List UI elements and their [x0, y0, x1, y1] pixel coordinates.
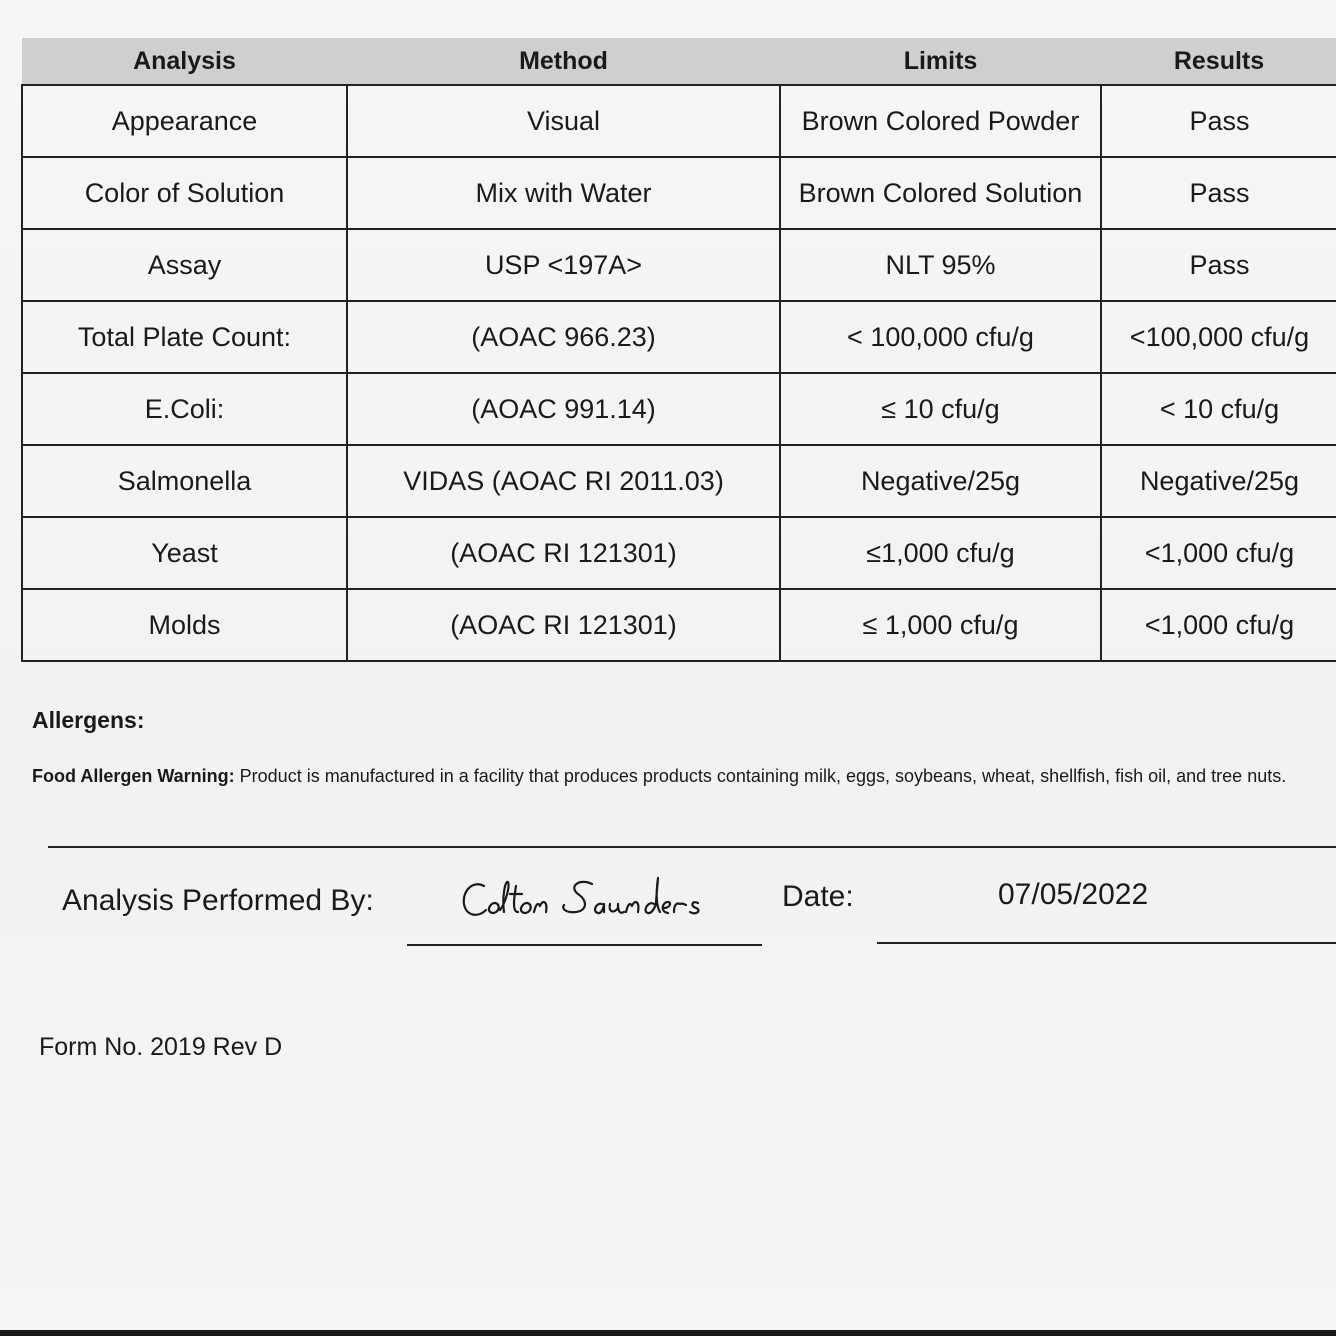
allergen-warning-text: Product is manufactured in a facility that produces products containing milk, eggs, soybeans, wheat, shellfish, fish oil, and tree nuts.: [234, 766, 1287, 786]
cell-limits: ≤ 10 cfu/g: [780, 373, 1101, 445]
table-header-row: [22, 38, 1336, 85]
header-limits: Limits: [780, 38, 1101, 85]
cell-method: (AOAC RI 121301): [347, 589, 780, 661]
cell-limits: NLT 95%: [780, 229, 1101, 301]
allergens-heading: Allergens:: [32, 707, 145, 733]
cell-method: Mix with Water: [347, 157, 780, 229]
date-value: 07/05/2022: [998, 878, 1149, 911]
signature-line: [407, 944, 762, 946]
cell-method: Visual: [347, 85, 780, 157]
divider-line: [48, 846, 1336, 848]
cell-method: VIDAS (AOAC RI 2011.03): [347, 445, 780, 517]
cell-analysis: E.Coli:: [22, 373, 347, 445]
cell-analysis: Salmonella: [22, 445, 347, 517]
allergen-warning: [32, 762, 1332, 791]
cell-results: <1,000 cfu/g: [1101, 517, 1336, 589]
header-results: Results: [1101, 38, 1336, 85]
cell-analysis: Appearance: [22, 85, 347, 157]
cell-method: (AOAC 966.23): [347, 301, 780, 373]
cell-results: Pass: [1101, 157, 1336, 229]
table-row: [22, 157, 1336, 229]
form-number: Form No. 2019 Rev D: [39, 1033, 283, 1061]
cell-results: Negative/25g: [1101, 445, 1336, 517]
date-label: Date:: [782, 880, 854, 913]
cell-analysis: Assay: [22, 229, 347, 301]
cell-analysis: Total Plate Count:: [22, 301, 347, 373]
analysis-table: [21, 38, 1336, 662]
cell-limits: Brown Colored Solution: [780, 157, 1101, 229]
cell-limits: Brown Colored Powder: [780, 85, 1101, 157]
cell-method: (AOAC RI 121301): [347, 517, 780, 589]
cell-method: (AOAC 991.14): [347, 373, 780, 445]
table-row: [22, 373, 1336, 445]
cell-method: USP <197A>: [347, 229, 780, 301]
cell-limits: ≤1,000 cfu/g: [780, 517, 1101, 589]
cell-limits: < 100,000 cfu/g: [780, 301, 1101, 373]
cell-results: <1,000 cfu/g: [1101, 589, 1336, 661]
table-row: [22, 517, 1336, 589]
cell-results: Pass: [1101, 85, 1336, 157]
page-bottom-edge: [0, 1330, 1336, 1336]
cell-analysis: Molds: [22, 589, 347, 661]
header-method: Method: [347, 38, 780, 85]
table-row: [22, 589, 1336, 661]
allergen-warning-label: Food Allergen Warning:: [32, 766, 235, 786]
date-line: [877, 942, 1336, 944]
cell-results: < 10 cfu/g: [1101, 373, 1336, 445]
table-row: [22, 301, 1336, 373]
cell-results: <100,000 cfu/g: [1101, 301, 1336, 373]
signature: [460, 872, 730, 930]
cell-results: Pass: [1101, 229, 1336, 301]
table-row: [22, 229, 1336, 301]
cell-limits: Negative/25g: [780, 445, 1101, 517]
table-row: [22, 85, 1336, 157]
header-analysis: Analysis: [22, 38, 347, 85]
table-row: [22, 445, 1336, 517]
cell-limits: ≤ 1,000 cfu/g: [780, 589, 1101, 661]
cell-analysis: Yeast: [22, 517, 347, 589]
cell-analysis: Color of Solution: [22, 157, 347, 229]
performed-by-label: Analysis Performed By:: [62, 884, 374, 917]
